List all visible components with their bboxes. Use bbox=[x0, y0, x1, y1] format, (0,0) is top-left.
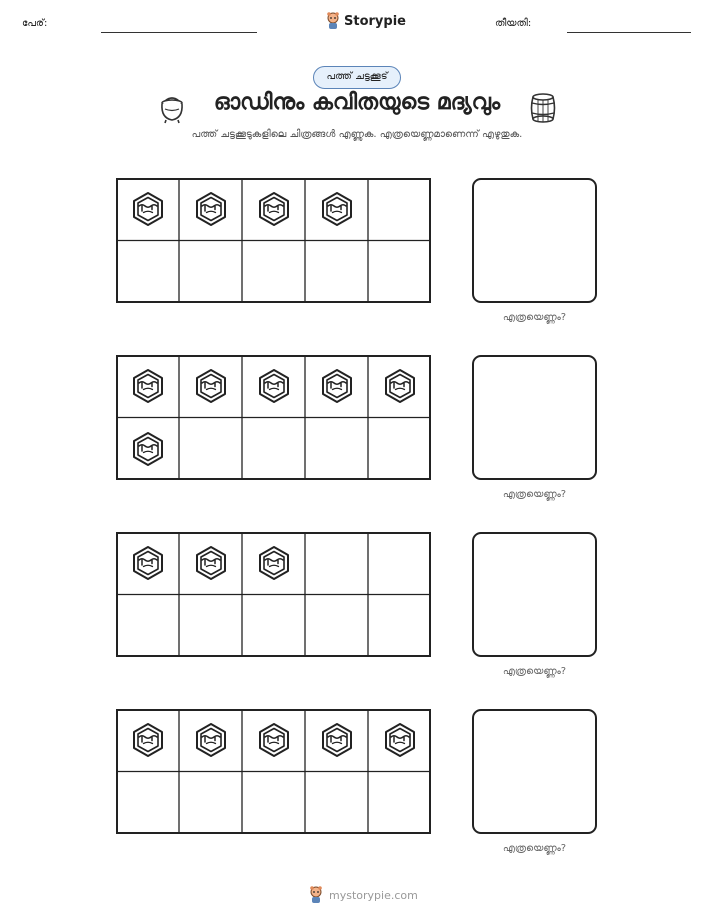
ten-frame-cell bbox=[116, 595, 179, 658]
footer-url[interactable]: mystorypie.com bbox=[329, 888, 418, 902]
ten-frame-cell bbox=[116, 241, 179, 304]
brand-name: Storypie bbox=[344, 13, 406, 29]
honey-jar-icon bbox=[129, 367, 167, 405]
honey-jar-icon bbox=[255, 367, 293, 405]
answer-box[interactable] bbox=[472, 178, 597, 303]
footer bbox=[308, 886, 418, 904]
how-many-question: എത്രയെണ്ണം? bbox=[502, 666, 567, 677]
ten-frame-cell bbox=[305, 532, 368, 595]
how-many-question: എത്രയെണ്ണം? bbox=[502, 312, 567, 323]
ten-frame-cell bbox=[116, 709, 179, 772]
ten-frame-cell bbox=[116, 418, 179, 481]
ten-frame-cell bbox=[242, 418, 305, 481]
ten-frame-cell bbox=[179, 595, 242, 658]
ten-frame bbox=[116, 355, 431, 480]
ten-frame-cell bbox=[179, 178, 242, 241]
ten-frame-cell bbox=[179, 772, 242, 835]
answer-box[interactable] bbox=[472, 355, 597, 480]
ten-frame-cell bbox=[242, 772, 305, 835]
honey-jar-icon bbox=[129, 544, 167, 582]
ten-frame-cell bbox=[116, 532, 179, 595]
page-title: ഓഡിനും കവിതയുടെ മദ്യവും bbox=[213, 90, 501, 115]
how-many-question: എത്രയെണ്ണം? bbox=[502, 843, 567, 854]
honey-jar-icon bbox=[192, 721, 230, 759]
ten-frame-cell bbox=[242, 241, 305, 304]
honey-jar-icon bbox=[255, 544, 293, 582]
name-label: പേര്: bbox=[22, 18, 48, 29]
honey-jar-icon bbox=[381, 721, 419, 759]
ten-frame-cell bbox=[305, 355, 368, 418]
mascot-icon bbox=[326, 12, 340, 30]
answer-box[interactable] bbox=[472, 532, 597, 657]
honey-jar-icon bbox=[192, 190, 230, 228]
ten-frame-cell bbox=[368, 178, 431, 241]
barrel-icon bbox=[527, 92, 559, 124]
ten-frame-cell bbox=[305, 241, 368, 304]
ten-frame-cell bbox=[368, 418, 431, 481]
ten-frame-cell bbox=[116, 178, 179, 241]
ten-frame-cell bbox=[116, 772, 179, 835]
honey-jar-icon bbox=[381, 367, 419, 405]
ten-frame-cell bbox=[179, 418, 242, 481]
honey-jar-icon bbox=[192, 367, 230, 405]
ten-frame-cell bbox=[242, 595, 305, 658]
ten-frame-cell bbox=[242, 709, 305, 772]
ten-frame-cell bbox=[368, 709, 431, 772]
ten-frame-cell bbox=[305, 418, 368, 481]
ten-frame-cell bbox=[368, 532, 431, 595]
honey-jar-icon bbox=[129, 190, 167, 228]
honey-jar-icon bbox=[318, 190, 356, 228]
honey-jar-icon bbox=[255, 721, 293, 759]
ten-frame bbox=[116, 709, 431, 834]
ten-frame-cell bbox=[305, 595, 368, 658]
ten-frame-cell bbox=[368, 355, 431, 418]
ten-frame-cell bbox=[305, 772, 368, 835]
ten-frame-cell bbox=[179, 532, 242, 595]
how-many-question: എത്രയെണ്ണം? bbox=[502, 489, 567, 500]
answer-box[interactable] bbox=[472, 709, 597, 834]
ten-frame-cell bbox=[305, 709, 368, 772]
ten-frame bbox=[116, 532, 431, 657]
ten-frame-cell bbox=[368, 595, 431, 658]
ten-frame-cell bbox=[368, 772, 431, 835]
ten-frame-cell bbox=[179, 709, 242, 772]
honey-jar-icon bbox=[129, 721, 167, 759]
ten-frame-cell bbox=[305, 178, 368, 241]
honey-jar-icon bbox=[318, 721, 356, 759]
ten-frame-cell bbox=[179, 355, 242, 418]
ten-frame-cell bbox=[242, 355, 305, 418]
date-line[interactable] bbox=[567, 32, 691, 33]
ten-frame-cell bbox=[116, 355, 179, 418]
mascot-icon bbox=[308, 886, 324, 904]
honey-jar-icon bbox=[192, 544, 230, 582]
worksheet-type-badge: പത്ത് ചട്ടക്കൂട് bbox=[313, 66, 401, 89]
honey-jar-icon bbox=[255, 190, 293, 228]
ten-frame-cell bbox=[368, 241, 431, 304]
brand-logo bbox=[326, 12, 406, 30]
date-label: തീയതി: bbox=[495, 18, 532, 29]
honey-jar-icon bbox=[318, 367, 356, 405]
ten-frame-cell bbox=[242, 178, 305, 241]
name-line[interactable] bbox=[101, 32, 257, 33]
honey-jar-icon bbox=[129, 430, 167, 468]
instructions: പത്ത് ചട്ടക്കൂടുകളിലെ ചിത്രങ്ങൾ എണ്ണുക. എത്രയെണ്ണമാണെന്ന് എഴുതുക. bbox=[191, 129, 523, 140]
ten-frame-cell bbox=[179, 241, 242, 304]
ten-frame-cell bbox=[242, 532, 305, 595]
ten-frame bbox=[116, 178, 431, 303]
